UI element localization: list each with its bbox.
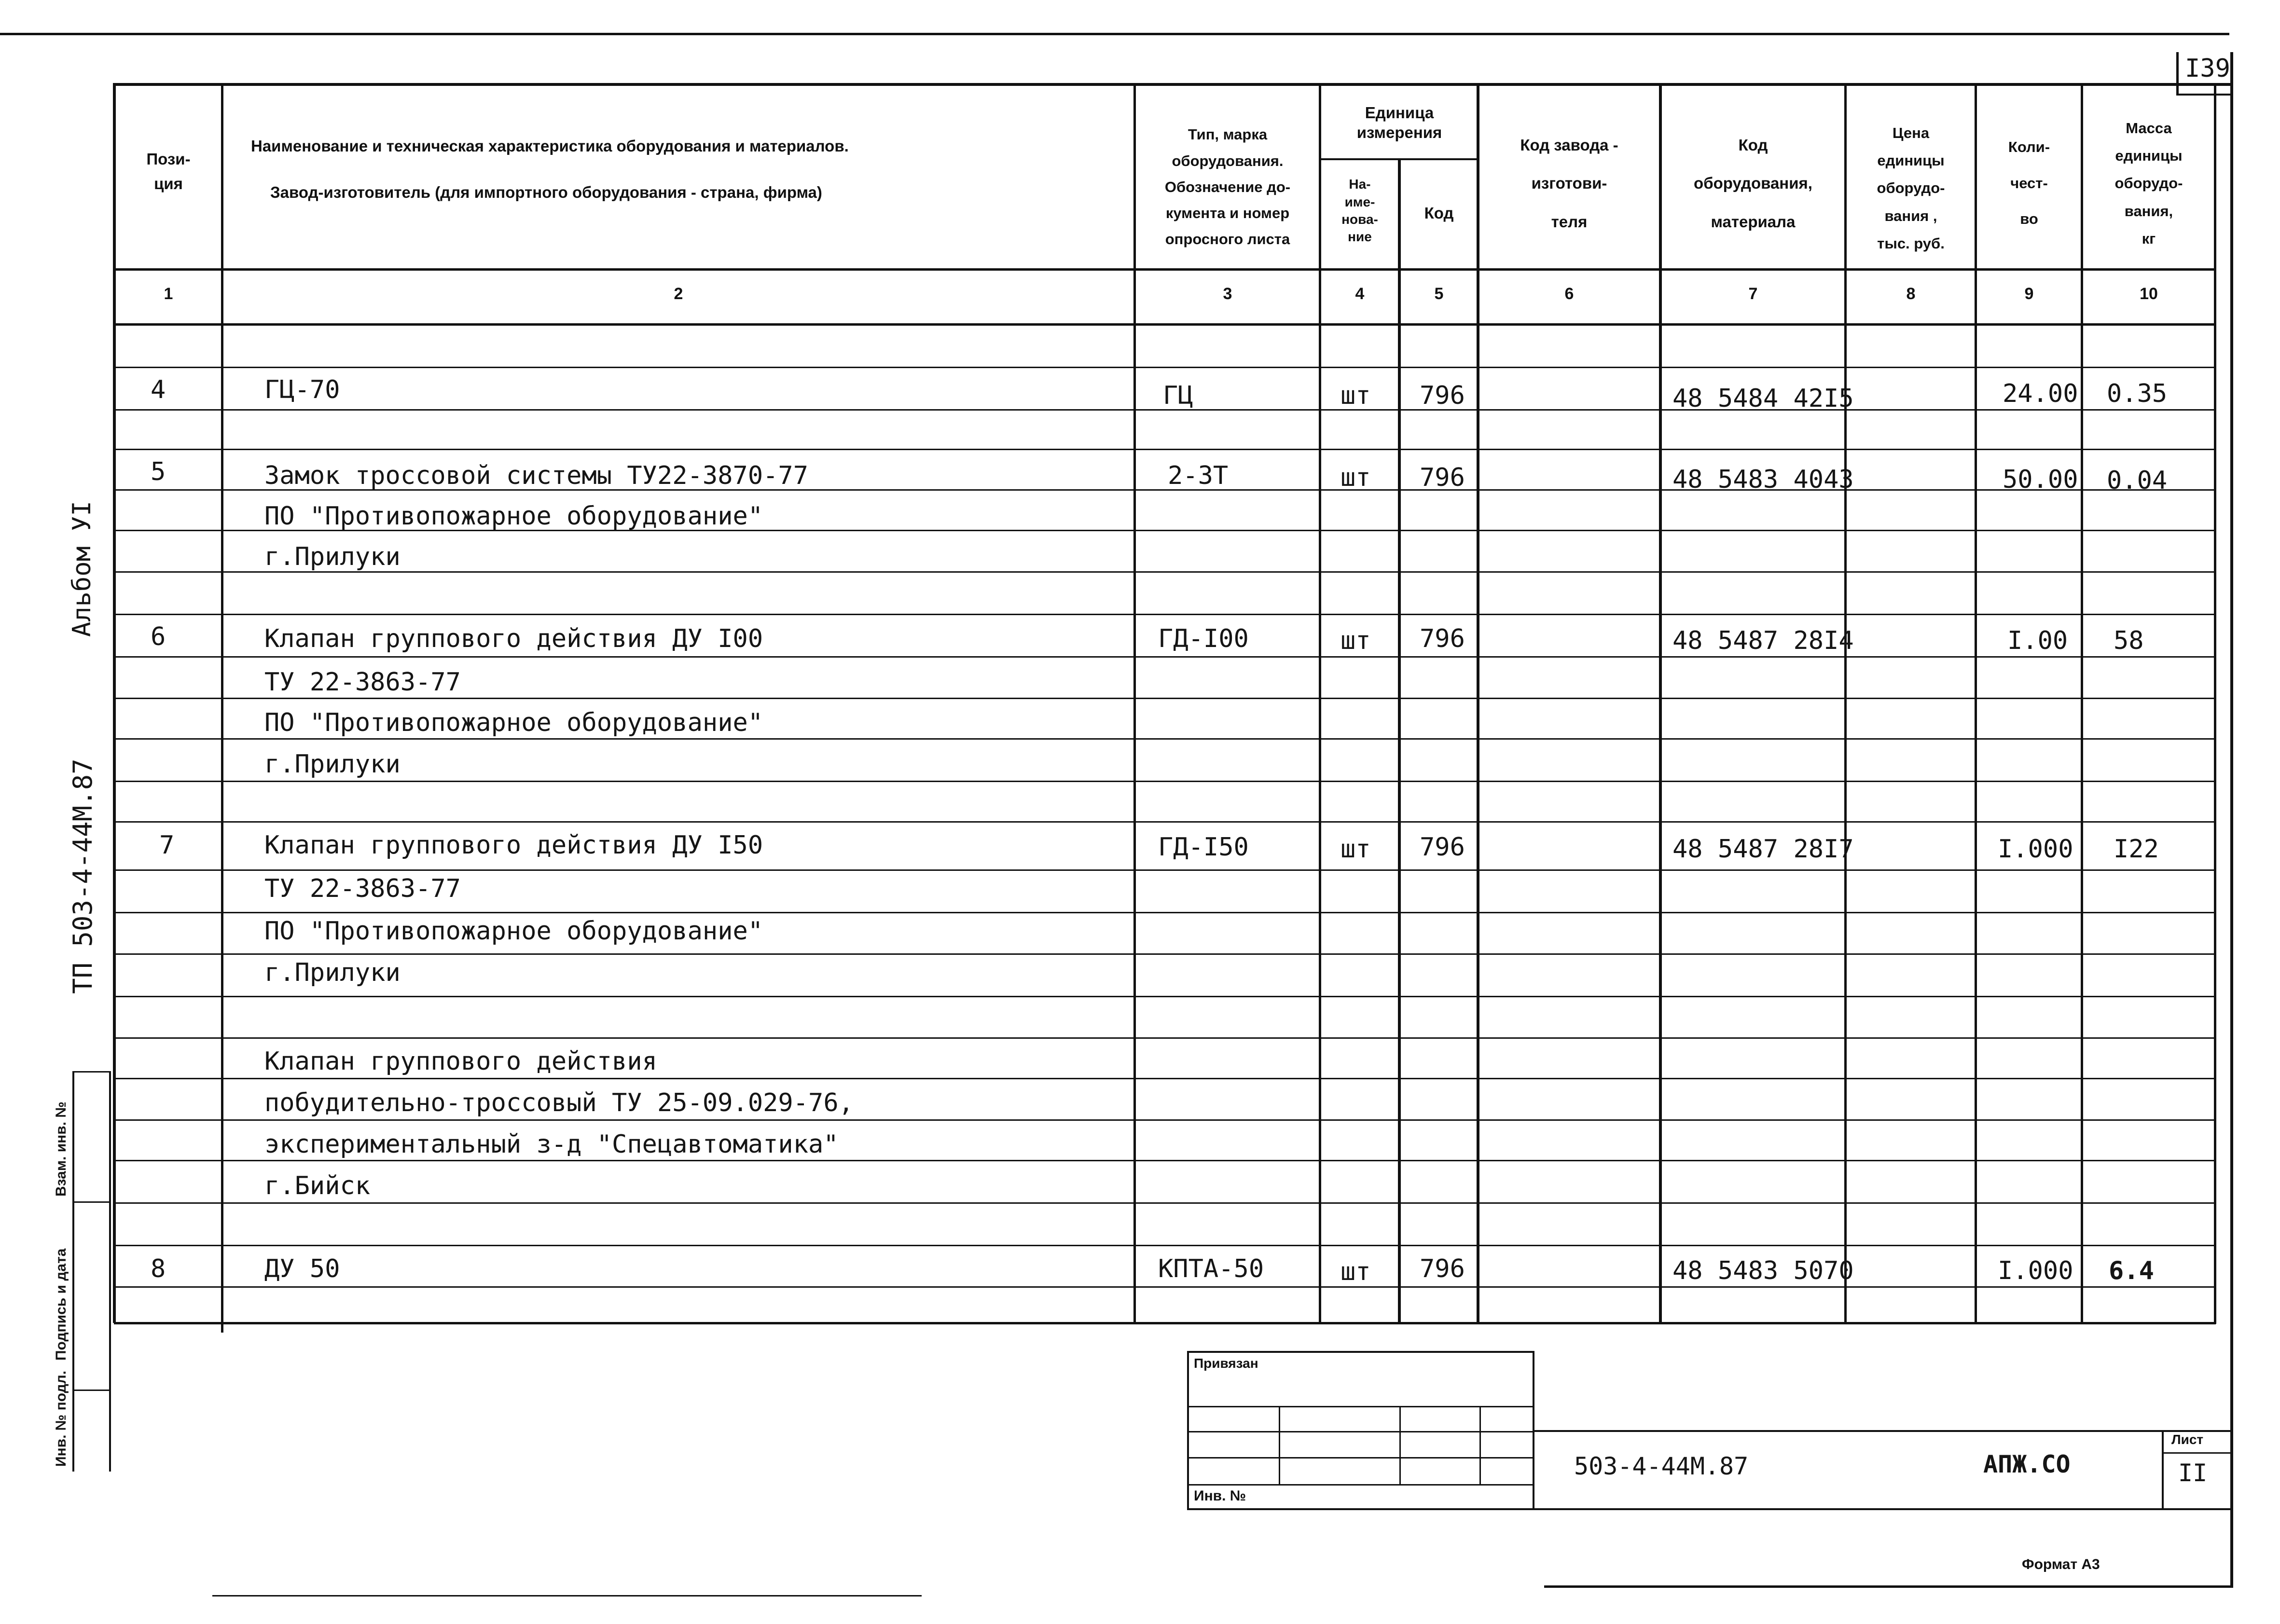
mass-cell: 0.04 xyxy=(2107,466,2168,495)
row-line xyxy=(114,656,2216,658)
position-cell: 4 xyxy=(151,375,166,404)
numbers-bottom-line xyxy=(114,323,2216,326)
sheet-label: Лист xyxy=(2171,1432,2204,1447)
name-cell: ПО "Противопожарное оборудование" xyxy=(264,708,763,737)
header-name-line1: Наименование и техническая характеристика оборудования и материалов. xyxy=(251,137,849,155)
name-cell: ТУ 22-3863-77 xyxy=(264,874,461,903)
unit-code-cell: 796 xyxy=(1420,381,1465,410)
row-line xyxy=(114,1078,2216,1079)
row-line xyxy=(114,1160,2216,1161)
mass-cell: 0.35 xyxy=(2107,379,2168,408)
stamp-sign-label: Подпись и дата xyxy=(53,1248,69,1361)
bound-box-row xyxy=(1187,1431,1534,1432)
bound-box-left xyxy=(1187,1351,1189,1510)
name-cell: экспериментальный з-д "Спецавтоматика" xyxy=(264,1130,839,1159)
bound-box-col xyxy=(1279,1406,1280,1485)
column-number: 1 xyxy=(164,285,173,303)
type-cell: 2-ЗТ xyxy=(1168,461,1229,490)
header-factory-code: Код завода - изготови- теля xyxy=(1520,136,1618,231)
corner-box-bottom xyxy=(2176,94,2233,96)
equipment-code-cell: 48 5487 28I7 xyxy=(1672,835,1854,864)
column-number: 8 xyxy=(1906,285,1916,303)
unit-code-cell: 796 xyxy=(1420,833,1465,862)
stamp-divider xyxy=(72,1201,111,1203)
mass-cell: 6.4 xyxy=(2109,1256,2154,1285)
unit-cell: шт xyxy=(1340,835,1371,864)
row-line xyxy=(114,1202,2216,1204)
corner-box-left xyxy=(2176,52,2179,96)
type-cell: ГЦ xyxy=(1163,381,1193,410)
stamp-top-line xyxy=(72,1071,111,1073)
stamp-change-label: Взам. инв. № xyxy=(53,1101,69,1197)
position-cell: 8 xyxy=(151,1254,166,1283)
column-number: 6 xyxy=(1564,285,1574,303)
name-cell: Клапан группового действия ДУ I00 xyxy=(264,624,763,653)
bound-box-top xyxy=(1187,1351,1534,1353)
quantity-cell: I.00 xyxy=(2007,626,2068,655)
unit-code-cell: 796 xyxy=(1420,624,1465,653)
frame-top-line xyxy=(0,33,2229,35)
header-price: Цена единицы оборудо- вания , тыс. руб. xyxy=(1877,124,1945,252)
title-top-line xyxy=(1534,1430,2232,1432)
table-bottom-line xyxy=(114,1322,2216,1324)
header-name-line2: Завод-изготовитель (для импортного оборудования - страна, фирма) xyxy=(270,183,822,202)
type-cell: ГД-I50 xyxy=(1158,833,1249,862)
sheet-corner-number: I39 xyxy=(2185,54,2230,83)
header-unit: Единица измерения xyxy=(1356,103,1442,141)
position-cell: 6 xyxy=(151,622,166,651)
equipment-code-cell: 48 5483 4043 xyxy=(1672,465,1854,494)
name-cell: Клапан группового действия xyxy=(264,1047,657,1076)
name-cell: ПО "Противопожарное оборудование" xyxy=(264,502,763,531)
name-cell: г.Бийск xyxy=(264,1171,371,1200)
bound-box-row xyxy=(1187,1457,1534,1459)
frame-bottom-border xyxy=(1544,1585,2233,1588)
stamp-right-line xyxy=(109,1071,111,1472)
unit-cell: шт xyxy=(1340,626,1371,655)
col-line-1 xyxy=(221,83,223,1333)
name-cell: Клапан группового действия ДУ I50 xyxy=(264,831,763,860)
column-number: 10 xyxy=(2140,285,2158,303)
frame-right-border xyxy=(2230,52,2233,1586)
column-number: 2 xyxy=(674,285,683,303)
name-cell: ДУ 50 xyxy=(264,1254,340,1283)
row-line xyxy=(114,367,2216,368)
name-cell: побудительно-троссовый ТУ 25-09.029-76, xyxy=(264,1088,854,1117)
header-equipment-code: Код оборудования, материала xyxy=(1694,136,1812,231)
unit-cell: шт xyxy=(1340,1257,1371,1286)
equipment-code-cell: 48 5483 5070 xyxy=(1672,1256,1854,1285)
bottom-stray-line xyxy=(212,1595,922,1596)
project-label: ТП 503-4-44М.87 xyxy=(68,758,98,994)
row-line xyxy=(114,1286,2216,1288)
name-cell: ТУ 22-3863-77 xyxy=(264,668,461,697)
row-line xyxy=(114,738,2216,740)
set-code: АПЖ.СО xyxy=(1983,1450,2071,1478)
header-mass: Масса единицы оборудо- вания, кг xyxy=(2114,119,2183,248)
header-unit-name: На- име- нова- ние xyxy=(1341,177,1378,245)
table-top-border xyxy=(114,83,2232,86)
sheet-number: II xyxy=(2178,1459,2208,1487)
col-line-10 xyxy=(2214,83,2216,1324)
col-line-4 xyxy=(1398,158,1401,1324)
inv-label: Инв. № xyxy=(1194,1488,1246,1504)
type-cell: ГД-I00 xyxy=(1158,624,1249,653)
stamp-divider xyxy=(72,1390,111,1391)
position-cell: 7 xyxy=(159,831,175,860)
mass-cell: 58 xyxy=(2114,626,2144,655)
col-line-9 xyxy=(2081,83,2083,1324)
row-line xyxy=(114,953,2216,955)
name-cell: ПО "Противопожарное оборудование" xyxy=(264,917,763,946)
bound-box-col xyxy=(1399,1406,1401,1485)
row-line xyxy=(114,781,2216,782)
type-cell: КПТА-50 xyxy=(1158,1254,1264,1283)
title-bottom-line xyxy=(1534,1508,2232,1510)
equipment-code-cell: 48 5484 42I5 xyxy=(1672,384,1854,413)
header-unit-code: Код xyxy=(1424,204,1454,222)
unit-cell: шт xyxy=(1340,381,1371,410)
row-line xyxy=(114,869,2216,871)
unit-code-cell: 796 xyxy=(1420,1254,1465,1283)
row-line xyxy=(114,1037,2216,1039)
name-cell: г.Прилуки xyxy=(264,750,401,779)
name-cell: г.Прилуки xyxy=(264,542,401,571)
row-line xyxy=(114,449,2216,450)
quantity-cell: 50.00 xyxy=(2003,465,2078,494)
col-line-6 xyxy=(1659,83,1662,1324)
bound-label: Привязан xyxy=(1194,1356,1258,1371)
position-cell: 5 xyxy=(151,457,166,486)
equipment-code-cell: 48 5487 28I4 xyxy=(1672,626,1854,655)
document-code: 503-4-44М.87 xyxy=(1574,1452,1749,1480)
column-number: 5 xyxy=(1434,285,1444,303)
col-line-5 xyxy=(1477,83,1479,1324)
row-line xyxy=(114,1245,2216,1246)
quantity-cell: I.000 xyxy=(1998,1256,2073,1285)
name-cell: г.Прилуки xyxy=(264,958,401,987)
header-quantity: Коли- чест- во xyxy=(2008,138,2050,228)
sheet-box-left xyxy=(2162,1430,2164,1509)
stamp-inner-line xyxy=(72,1071,74,1472)
column-number: 3 xyxy=(1223,285,1232,303)
bound-box-row xyxy=(1187,1484,1534,1486)
format-label: Формат А3 xyxy=(2022,1556,2100,1572)
header-type: Тип, марка оборудования. Обозначение до- кумента и номер опросного листа xyxy=(1164,126,1291,248)
quantity-cell: 24.00 xyxy=(2003,379,2078,408)
column-number: 7 xyxy=(1748,285,1758,303)
quantity-cell: I.000 xyxy=(1998,835,2073,864)
stamp-inv-label: Инв. № подл. xyxy=(53,1370,69,1467)
column-number: 4 xyxy=(1355,285,1365,303)
row-line xyxy=(114,1119,2216,1121)
row-line xyxy=(114,614,2216,615)
row-line xyxy=(114,821,2216,823)
row-line xyxy=(114,571,2216,573)
column-number: 9 xyxy=(2024,285,2034,303)
sheet-box-divider xyxy=(2162,1452,2232,1454)
bound-box-col xyxy=(1479,1406,1481,1485)
row-line xyxy=(114,912,2216,913)
bound-box-bottom xyxy=(1187,1508,1534,1510)
unit-cell: шт xyxy=(1340,463,1371,492)
bound-box-row xyxy=(1187,1406,1534,1407)
name-cell: ГЦ-70 xyxy=(264,375,340,404)
row-line xyxy=(114,996,2216,997)
mass-cell: I22 xyxy=(2114,835,2159,864)
album-label: Альбом УI xyxy=(68,501,97,637)
header-position: Пози- ция xyxy=(146,150,191,193)
row-line xyxy=(114,698,2216,699)
name-cell: Замок троссовой системы ТУ22-3870-77 xyxy=(264,461,809,490)
unit-code-cell: 796 xyxy=(1420,463,1465,492)
